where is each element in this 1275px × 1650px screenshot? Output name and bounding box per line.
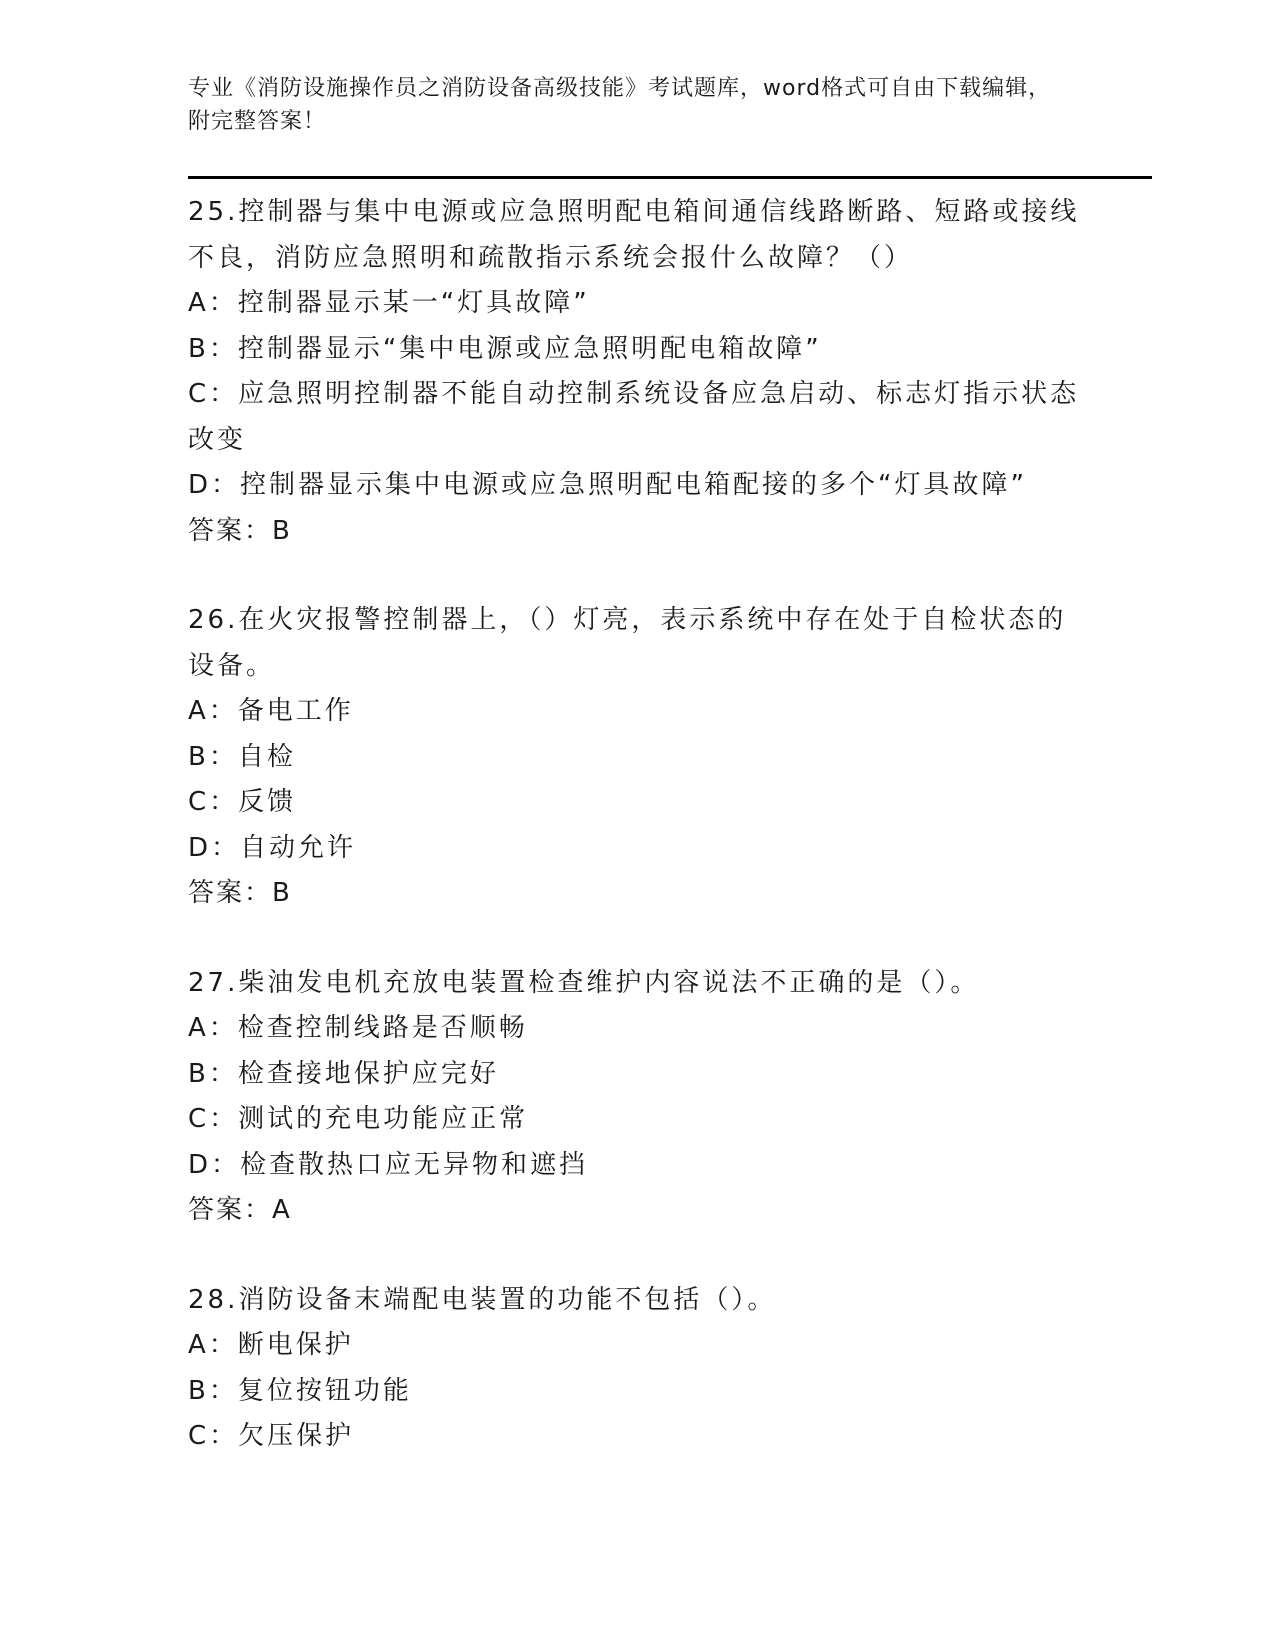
option-d: D：自动允许 (188, 832, 357, 863)
answer: 答案：A (188, 1195, 292, 1225)
option-a: A：控制器显示某一“灯具故障” (188, 288, 590, 318)
option-a: A：断电保护 (188, 1330, 354, 1360)
question-stem: 25.控制器与集中电源或应急照明配电箱间通信线路断路、短路或接线不良，消防应急照明和疏散指示系统会报什么故障？（） (188, 197, 1080, 273)
document-header: 专业《消防设施操作员之消防设备高级技能》考试题库，word格式可自由下载编辑，附完整答案！ (188, 76, 1052, 134)
option-b: B：控制器显示“集中电源或应急照明配电箱故障” (188, 333, 822, 364)
option-a: A：检查控制线路是否顺畅 (188, 1013, 528, 1043)
option-c: C：反馈 (188, 787, 297, 817)
question-27 (188, 961, 1088, 1234)
option-b: B：自检 (188, 741, 296, 772)
option-b: B：检查接地保护应完好 (188, 1058, 499, 1089)
answer: 答案：B (188, 515, 292, 546)
option-c: C：欠压保护 (188, 1421, 355, 1451)
question-28 (188, 1278, 1088, 1460)
question-stem: 27.柴油发电机充放电装置检查维护内容说法不正确的是（）。 (188, 967, 980, 998)
question-list (188, 190, 1088, 1460)
option-c: C：应急照明控制器不能自动控制系统设备应急启动、标志灯指示状态改变 (188, 379, 1080, 455)
option-b: B：复位按钮功能 (188, 1375, 412, 1406)
option-a: A：备电工作 (188, 696, 354, 726)
answer: 答案：B (188, 878, 292, 908)
question-25 (188, 190, 1088, 554)
question-stem: 28.消防设备末端配电装置的功能不包括（）。 (188, 1284, 777, 1315)
option-c: C：测试的充电功能应正常 (188, 1104, 529, 1134)
option-d: D：检查散热口应无异物和遮挡 (188, 1149, 589, 1180)
header-divider (188, 176, 1152, 179)
option-d: D：控制器显示集中电源或应急照明配电箱配接的多个“灯具故障” (188, 470, 1027, 500)
question-stem: 26.在火灾报警控制器上，（）灯亮，表示系统中存在处于自检状态的设备。 (188, 605, 1067, 681)
question-26 (188, 598, 1088, 917)
